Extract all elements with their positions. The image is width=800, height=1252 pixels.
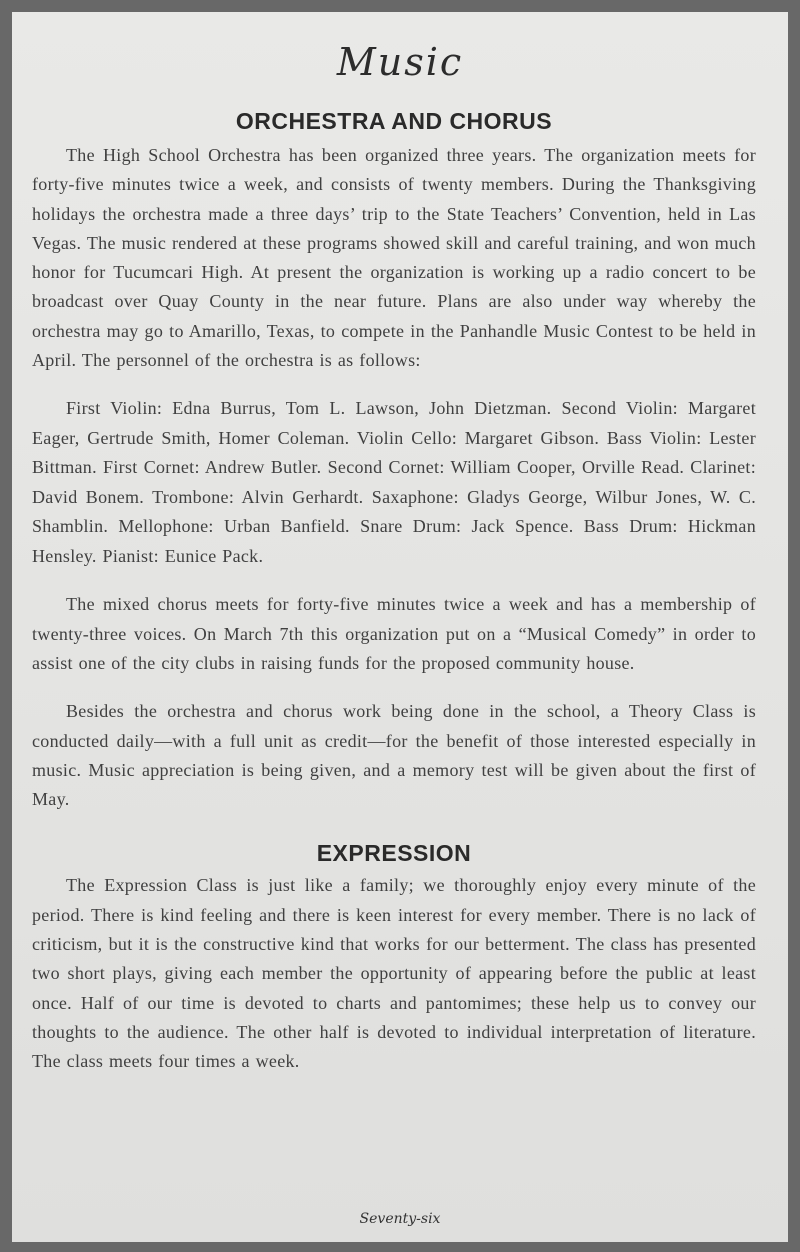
section-heading-expression: EXPRESSION (316, 840, 472, 867)
paragraph-orchestra-intro: The High School Orchestra has been organized three years. The organization meets for forty-five minutes twice a week, and consists of twenty members. During the Thanksgiving holidays the orchestra made a three days’ trip to the State Teachers’ Convention, held in Las Vegas. The music rendered at these programs showed skill and careful training, and won much honor for Tucumcari High. At present the organization is working up a radio concert to be broadcast over Quay County in the near future. Plans are also under way whereby the orchestra may go to Amarillo, Texas, to compete in the Panhandle Music Contest to be held in April. The personnel of the orchestra is as follows: (32, 145, 756, 371)
paragraph-theory-class: Besides the orchestra and chorus work being done in the school, a Theory Class is conducted daily—with a full unit as credit—for the benefit of those interested especially in music. Music appreciation is being given, and a memory test will be given about the first of May. (32, 701, 756, 810)
section-heading-orchestra-and-chorus: ORCHESTRA AND CHORUS (235, 108, 553, 134)
document-page (12, 12, 788, 1242)
page-title: Music (336, 40, 464, 84)
page-content (32, 108, 756, 1077)
paragraph-mixed-chorus: The mixed chorus meets for forty-five minutes twice a week and has a membership of twenty-three voices. On March 7th this organization put on a “Musical Comedy” in order to assist one of the city clubs in raising funds for the proposed community house. (32, 594, 756, 673)
page-footer: Seventy-six (359, 1211, 441, 1227)
paragraph-orchestra-personnel: First Violin: Edna Burrus, Tom L. Lawson, John Dietzman. Second Violin: Margaret Eager, Gertrude Smith, Homer Coleman. Violin Cello: Margaret Gibson. Bass Violin: Lester Bittman. First Cornet: Andrew Butler. Second Cornet: William Cooper, Orville Read. Clarinet: David Bonem. Trombone: Alvin Gerhardt. Saxaphone: Gladys George, Wilbur Jones, W. C. Shamblin. Mellophone: Urban Banfield. Snare Drum: Jack Spence. Bass Drum: Hickman Hensley. Pianist: Eunice Pack. (32, 398, 756, 566)
paragraph-expression-class: The Expression Class is just like a family; we thoroughly enjoy every minute of the period. There is kind feeling and there is keen interest for every member. There is no lack of criticism, but it is the constructive kind that works for our betterment. The class has presented two short plays, giving each member the opportunity of appearing before the public at least once. Half of our time is devoted to charts and pantomimes; these help us to convey our thoughts to the audience. The other half is devoted to individual interpretation of literature. The class meets four times a week. (32, 875, 756, 1072)
